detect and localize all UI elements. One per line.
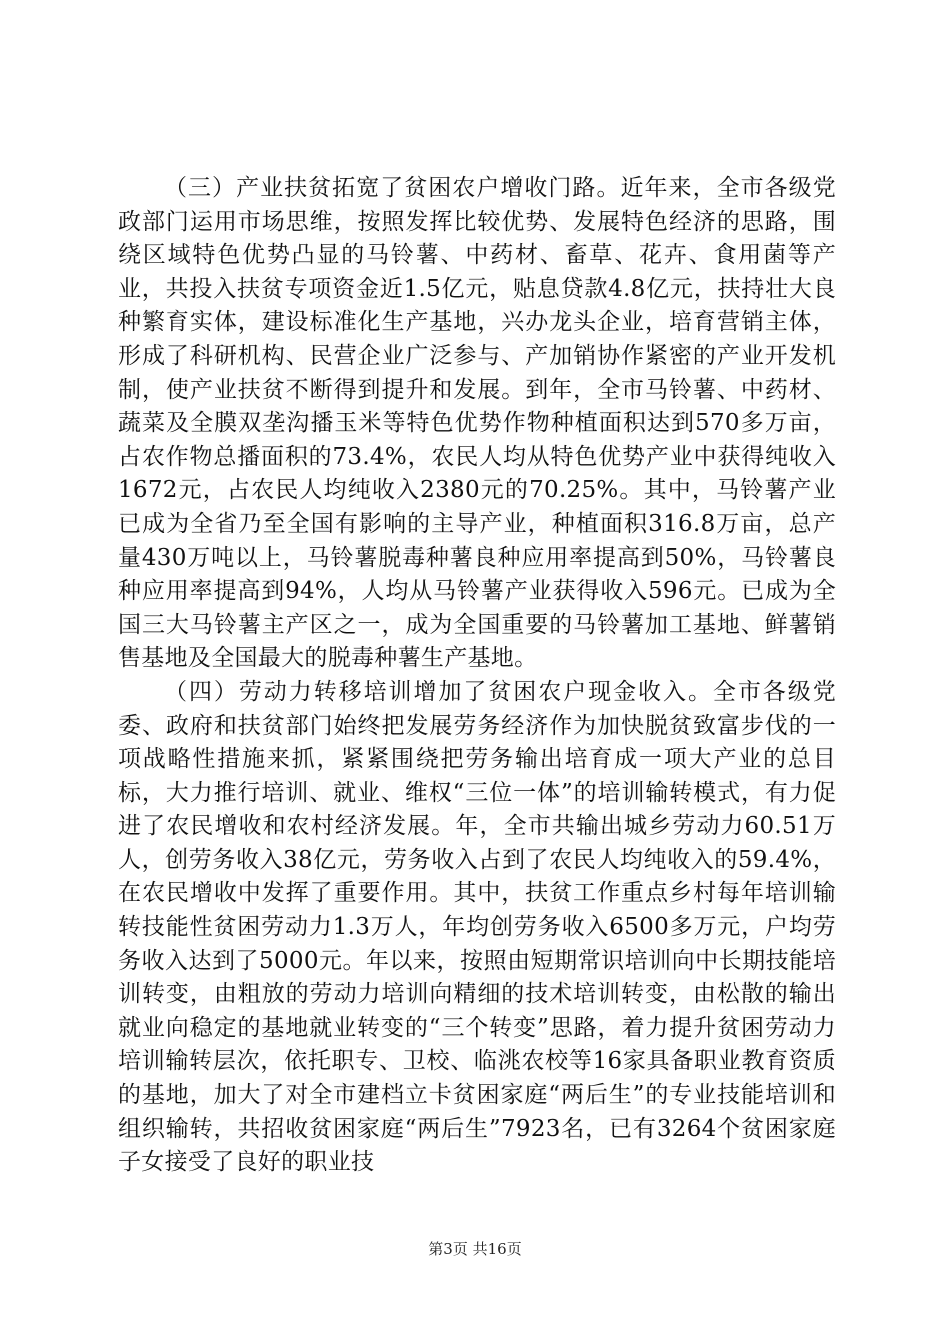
page-footer: 第3页 共16页 (428, 1240, 522, 1258)
paragraph-industry-poverty-alleviation: （三）产业扶贫拓宽了贫困农户增收门路。近年来，全市各级党政部门运用市场思维，按照发挥比较优势、发展特色经济的思路，围绕区域特色优势凸显的马铃薯、中药材、畜草、花卉、食用菌等产业，共投入扶贫专项资金近1.5亿元，贴息贷款4.8亿元，扶持壮大良种繁育实体，建设标准化生产基地，兴办龙头企业，培育营销主体，形成了科研机构、民营企业广泛参与、产加销协作紧密的产业开发机制，使产业扶贫不断得到提升和发展。到年，全市马铃薯、中药材、蔬菜及全膜双垄沟播玉米等特色优势作物种植面积达到570多万亩，占农作物总播面积的73.4%，农民人均从特色优势产业中获得纯收入1672元，占农民人均纯收入2380元的70.25%。其中，马铃薯产业已成为全省乃至全国有影响的主导产业，种植面积316.8万亩，总产量430万吨以上，马铃薯脱毒种薯良种应用率提高到50%，马铃薯良种应用率提高到94%，人均从马铃薯产业获得收入596元。已成为全国三大马铃薯主产区之一，成为全国重要的马铃薯加工基地、鲜薯销售基地及全国最大的脱毒种薯生产基地。 (118, 175, 836, 672)
paragraph-labor-transfer-training: （四）劳动力转移培训增加了贫困农户现金收入。全市各级党委、政府和扶贫部门始终把发展劳务经济作为加快脱贫致富步伐的一项战略性措施来抓，紧紧围绕把劳务输出培育成一项大产业的总目标，大力推行培训、就业、维权“三位一体”的培训输转模式，有力促进了农民增收和农村经济发展。年，全市共输出城乡劳动力60.51万人，创劳务收入38亿元，劳务收入占到了农民人均纯收入的59.4%，在农民增收中发挥了重要作用。其中，扶贫工作重点乡村每年培训输转技能性贫困劳动力1.3万人，年均创劳务收入6500多万元，户均劳务收入达到了5000元。年以来，按照由短期常识培训向中长期技能培训转变，由粗放的劳动力培训向精细的技术培训转变，由松散的输出就业向稳定的基地就业转变的“三个转变”思路，着力提升贫困劳动力培训输转层次，依托职专、卫校、临洮农校等16家具备职业教育资质的基地，加大了对全市建档立卡贫困家庭“两后生”的专业技能培训和组织输转，共招收贫困家庭“两后生”7923名，已有3264个贫困家庭子女接受了良好的职业技 (118, 678, 836, 1176)
body-text (118, 172, 836, 1180)
